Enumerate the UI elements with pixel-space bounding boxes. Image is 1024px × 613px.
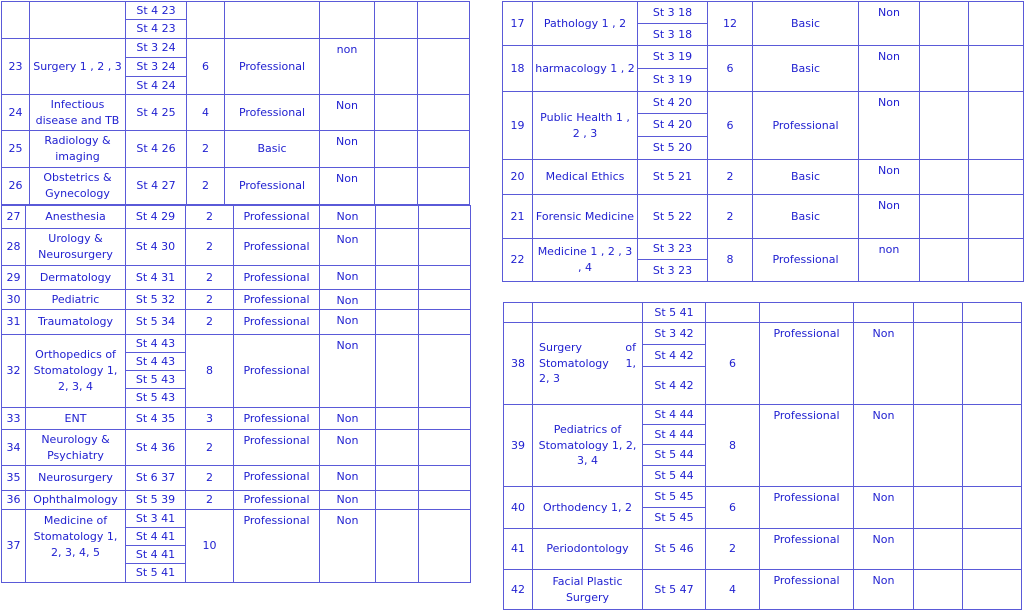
table-row (504, 487, 1022, 508)
row-number: 17 (503, 2, 533, 46)
course-status: Non (320, 466, 376, 491)
cell-empty (419, 290, 471, 310)
course-name: Medicine of Stomatology 1, 2, 3, 4, 5 (26, 510, 126, 583)
cell-empty (920, 92, 969, 160)
cell-empty (920, 46, 969, 92)
course-code: St 5 22 (638, 195, 708, 239)
row-number: 28 (2, 229, 26, 266)
course-table-left-lower (1, 205, 471, 583)
cell-empty (760, 303, 854, 323)
course-name: Periodontology (533, 529, 643, 570)
course-name: Public Health 1 , 2 , 3 (533, 92, 638, 160)
course-type: Professional (234, 408, 320, 430)
course-name: Pediatrics of Stomatology 1, 2, 3, 4 (533, 405, 643, 487)
row-number: 40 (504, 487, 533, 529)
course-table-right-lower (503, 302, 1022, 610)
table-row (2, 131, 470, 168)
course-code: St 4 36 (126, 430, 186, 466)
course-type: Basic (753, 195, 859, 239)
course-name: Obstetrics & Gynecology (30, 168, 126, 205)
credits: 2 (186, 466, 234, 491)
course-name: Surgery of Stomatology 1, 2, 3 (533, 323, 643, 405)
course-name: Surgery 1 , 2 , 3 (30, 39, 126, 95)
cell-empty (376, 335, 419, 408)
cell-empty (375, 95, 418, 131)
table-row (503, 160, 1024, 195)
course-status: Non (320, 131, 375, 168)
row-number: 19 (503, 92, 533, 160)
course-code: St 3 18 (638, 2, 708, 24)
table-row (504, 405, 1022, 425)
course-status: Non (859, 195, 920, 239)
course-type: Professional (234, 310, 320, 335)
cell-empty (963, 487, 1022, 529)
cell-empty (376, 266, 419, 290)
course-type: Professional (234, 430, 320, 466)
cell-empty (920, 195, 969, 239)
credits: 6 (706, 323, 760, 405)
cell-empty (376, 466, 419, 491)
course-status: Non (320, 408, 376, 430)
cell-empty (706, 303, 760, 323)
course-status: Non (320, 491, 376, 510)
course-type: Basic (753, 46, 859, 92)
credits: 6 (708, 92, 753, 160)
course-code: St 4 42 (643, 345, 706, 367)
table-row (504, 570, 1022, 610)
credits: 8 (708, 239, 753, 282)
cell-empty (419, 310, 471, 335)
cell-empty (969, 92, 1024, 160)
row-number: 21 (503, 195, 533, 239)
cell-empty (320, 2, 375, 39)
course-table-right-upper (502, 1, 1024, 282)
course-status: Non (320, 229, 376, 266)
cell-empty (376, 510, 419, 583)
cell-empty (419, 408, 471, 430)
row-number: 25 (2, 131, 30, 168)
table-row (2, 491, 471, 510)
table-row (503, 92, 1024, 114)
course-code: St 3 41 (126, 510, 186, 528)
course-status: Non (859, 160, 920, 195)
course-code: St 3 42 (643, 323, 706, 345)
course-table-left-upper (1, 1, 470, 205)
cell-empty (376, 290, 419, 310)
cell-empty (418, 95, 470, 131)
credits: 2 (186, 290, 234, 310)
cell-empty (419, 466, 471, 491)
course-name: Medical Ethics (533, 160, 638, 195)
row-number: 32 (2, 335, 26, 408)
course-code: St 4 42 (643, 367, 706, 405)
course-status: Non (859, 92, 920, 160)
course-code: St 4 41 (126, 528, 186, 546)
row-number: 39 (504, 405, 533, 487)
course-type: Professional (234, 266, 320, 290)
table-row (2, 335, 471, 353)
credits: 2 (187, 131, 225, 168)
row-number: 35 (2, 466, 26, 491)
credits: 6 (706, 487, 760, 529)
table-row (2, 229, 471, 266)
course-code: St 3 18 (638, 24, 708, 46)
cell-empty (504, 303, 533, 323)
row-number: 36 (2, 491, 26, 510)
course-name: Pediatric (26, 290, 126, 310)
cell-empty (969, 239, 1024, 282)
course-type: Professional (760, 487, 854, 529)
course-type: Professional (234, 491, 320, 510)
row-number: 41 (504, 529, 533, 570)
course-name: Ophthalmology (26, 491, 126, 510)
course-status: Non (320, 510, 376, 583)
course-code: St 4 35 (126, 408, 186, 430)
course-status: Non (320, 95, 375, 131)
course-code: St 4 31 (126, 266, 186, 290)
row-number: 18 (503, 46, 533, 92)
course-name: Medicine 1 , 2 , 3 , 4 (533, 239, 638, 282)
course-code: St 5 39 (126, 491, 186, 510)
table-row (2, 39, 470, 58)
row-number: 29 (2, 266, 26, 290)
course-name: Dermatology (26, 266, 126, 290)
course-name: Orthodency 1, 2 (533, 487, 643, 529)
cell-empty (969, 160, 1024, 195)
table-row (2, 206, 471, 229)
cell-empty (963, 529, 1022, 570)
course-code: St 5 41 (126, 564, 186, 583)
cell-empty (375, 2, 418, 39)
row-number: 27 (2, 206, 26, 229)
credits: 8 (706, 405, 760, 487)
credits: 4 (187, 95, 225, 131)
credits: 2 (708, 160, 753, 195)
credits: 2 (186, 206, 234, 229)
row-number: 42 (504, 570, 533, 610)
course-type: Professional (234, 206, 320, 229)
course-status: Non (854, 487, 914, 529)
table-row (2, 430, 471, 466)
course-type: Professional (234, 510, 320, 583)
cell-empty (418, 39, 470, 95)
cell-empty (920, 239, 969, 282)
credits: 2 (187, 168, 225, 205)
credits: 3 (186, 408, 234, 430)
credits: 8 (186, 335, 234, 408)
table-row (503, 239, 1024, 260)
cell-empty (963, 405, 1022, 487)
table-row (503, 2, 1024, 24)
course-type: Professional (225, 95, 320, 131)
course-type: Professional (234, 229, 320, 266)
credits: 2 (186, 310, 234, 335)
course-name: Traumatology (26, 310, 126, 335)
cell-empty (419, 229, 471, 266)
course-status: Non (320, 168, 375, 205)
cell-empty (854, 303, 914, 323)
course-name: Forensic Medicine (533, 195, 638, 239)
cell-empty (969, 46, 1024, 92)
course-name: Facial Plastic Surgery (533, 570, 643, 610)
course-code: St 5 44 (643, 445, 706, 466)
cell-empty (376, 408, 419, 430)
table-row (2, 290, 471, 310)
credits: 2 (708, 195, 753, 239)
course-name: Radiology & imaging (30, 131, 126, 168)
course-name: Orthopedics of Stomatology 1, 2, 3, 4 (26, 335, 126, 408)
course-type: Professional (760, 323, 854, 405)
course-type: Basic (225, 131, 320, 168)
course-status: Non (859, 2, 920, 46)
course-type: Professional (234, 290, 320, 310)
cell-empty (969, 195, 1024, 239)
cell-empty (375, 39, 418, 95)
course-code: St 5 45 (643, 487, 706, 508)
course-type: Professional (225, 168, 320, 205)
table-row (2, 168, 470, 205)
course-status: Non (320, 290, 376, 310)
table-row (2, 310, 471, 335)
course-code: St 5 43 (126, 371, 186, 389)
course-status: Non (320, 206, 376, 229)
cell-empty (914, 405, 963, 487)
cell-empty (418, 168, 470, 205)
course-code: St 4 30 (126, 229, 186, 266)
course-code: St 4 43 (126, 335, 186, 353)
course-type: Professional (760, 405, 854, 487)
credits: 12 (708, 2, 753, 46)
table-row (2, 266, 471, 290)
course-code: St 3 24 (126, 58, 187, 77)
cell-empty (963, 570, 1022, 610)
cell-empty (375, 131, 418, 168)
cell-empty (963, 303, 1022, 323)
cell-empty (914, 323, 963, 405)
table-row (2, 510, 471, 528)
course-status: Non (320, 430, 376, 466)
credits: 6 (708, 46, 753, 92)
course-status: non (859, 239, 920, 282)
credits: 10 (186, 510, 234, 583)
course-code: St 5 34 (126, 310, 186, 335)
cell-empty (30, 2, 126, 39)
course-code: St 5 47 (643, 570, 706, 610)
course-status: Non (854, 405, 914, 487)
cell-empty (419, 430, 471, 466)
cell-empty (419, 335, 471, 408)
course-code: St 3 23 (638, 239, 708, 260)
cell-empty (376, 430, 419, 466)
course-code: St 4 20 (638, 92, 708, 114)
course-name: harmacology 1 , 2 (533, 46, 638, 92)
course-code: St 4 41 (126, 546, 186, 564)
cell-empty (418, 131, 470, 168)
row-number: 31 (2, 310, 26, 335)
course-name: Anesthesia (26, 206, 126, 229)
course-code: St 5 41 (643, 303, 706, 323)
course-type: Professional (760, 570, 854, 610)
cell-empty (225, 2, 320, 39)
course-code: St 4 43 (126, 353, 186, 371)
course-name: ENT (26, 408, 126, 430)
course-name: Pathology 1 , 2 (533, 2, 638, 46)
course-code: St 4 29 (126, 206, 186, 229)
table-row (503, 195, 1024, 239)
course-code: St 4 25 (126, 95, 187, 131)
course-type: Professional (753, 239, 859, 282)
table-row (2, 466, 471, 491)
cell-empty (914, 570, 963, 610)
table-row (503, 46, 1024, 69)
course-code: St 5 21 (638, 160, 708, 195)
row-number: 24 (2, 95, 30, 131)
table-row (2, 408, 471, 430)
credits: 2 (186, 491, 234, 510)
table-row (504, 529, 1022, 570)
course-status: non (320, 39, 375, 95)
course-code: St 3 19 (638, 46, 708, 69)
course-code: St 5 20 (638, 137, 708, 160)
credits: 4 (706, 570, 760, 610)
course-name: Neurology & Psychiatry (26, 430, 126, 466)
cell-empty (187, 2, 225, 39)
row-number: 37 (2, 510, 26, 583)
table-row (2, 95, 470, 131)
cell-empty (969, 2, 1024, 46)
course-type: Professional (234, 335, 320, 408)
course-status: Non (854, 323, 914, 405)
course-code: St 5 45 (643, 508, 706, 529)
course-code: St 4 44 (643, 425, 706, 445)
credits: 2 (186, 229, 234, 266)
cell-empty (419, 510, 471, 583)
course-name: Infectious disease and TB (30, 95, 126, 131)
course-code: St 4 23 (126, 2, 187, 20)
cell-empty (376, 206, 419, 229)
course-code: St 4 23 (126, 20, 187, 39)
course-status: Non (320, 310, 376, 335)
row-number: 20 (503, 160, 533, 195)
cell-empty (419, 206, 471, 229)
course-type: Basic (753, 160, 859, 195)
credits: 2 (186, 266, 234, 290)
course-code: St 4 27 (126, 168, 187, 205)
course-type: Professional (234, 466, 320, 491)
credits: 2 (186, 430, 234, 466)
course-status: Non (854, 570, 914, 610)
row-number: 26 (2, 168, 30, 205)
cell-empty (375, 168, 418, 205)
course-type: Professional (753, 92, 859, 160)
course-code: St 3 19 (638, 69, 708, 92)
row-number: 38 (504, 323, 533, 405)
course-code: St 4 44 (643, 405, 706, 425)
cell-empty (533, 303, 643, 323)
cell-empty (376, 229, 419, 266)
course-code: St 5 46 (643, 529, 706, 570)
course-code: St 4 24 (126, 77, 187, 95)
course-code: St 5 43 (126, 389, 186, 408)
credits: 2 (706, 529, 760, 570)
course-type: Professional (225, 39, 320, 95)
row-number: 34 (2, 430, 26, 466)
row-number: 30 (2, 290, 26, 310)
course-code: St 3 24 (126, 39, 187, 58)
cell-empty (963, 323, 1022, 405)
cell-empty (376, 310, 419, 335)
course-status: Non (854, 529, 914, 570)
cell-empty (914, 529, 963, 570)
course-status: Non (320, 335, 376, 408)
row-number: 22 (503, 239, 533, 282)
course-code: St 4 20 (638, 114, 708, 137)
row-number: 33 (2, 408, 26, 430)
cell-empty (920, 2, 969, 46)
course-type: Professional (760, 529, 854, 570)
course-code: St 5 32 (126, 290, 186, 310)
course-status: Non (320, 266, 376, 290)
cell-empty (2, 2, 30, 39)
course-name: Urology & Neurosurgery (26, 229, 126, 266)
cell-empty (920, 160, 969, 195)
table-row (504, 323, 1022, 345)
course-code: St 3 23 (638, 260, 708, 282)
row-number: 23 (2, 39, 30, 95)
course-status: Non (859, 46, 920, 92)
course-code: St 5 44 (643, 466, 706, 487)
cell-empty (376, 491, 419, 510)
course-code: St 6 37 (126, 466, 186, 491)
course-type: Basic (753, 2, 859, 46)
cell-empty (419, 491, 471, 510)
cell-empty (418, 2, 470, 39)
cell-empty (419, 266, 471, 290)
cell-empty (914, 487, 963, 529)
course-code: St 4 26 (126, 131, 187, 168)
course-name: Neurosurgery (26, 466, 126, 491)
cell-empty (914, 303, 963, 323)
credits: 6 (187, 39, 225, 95)
